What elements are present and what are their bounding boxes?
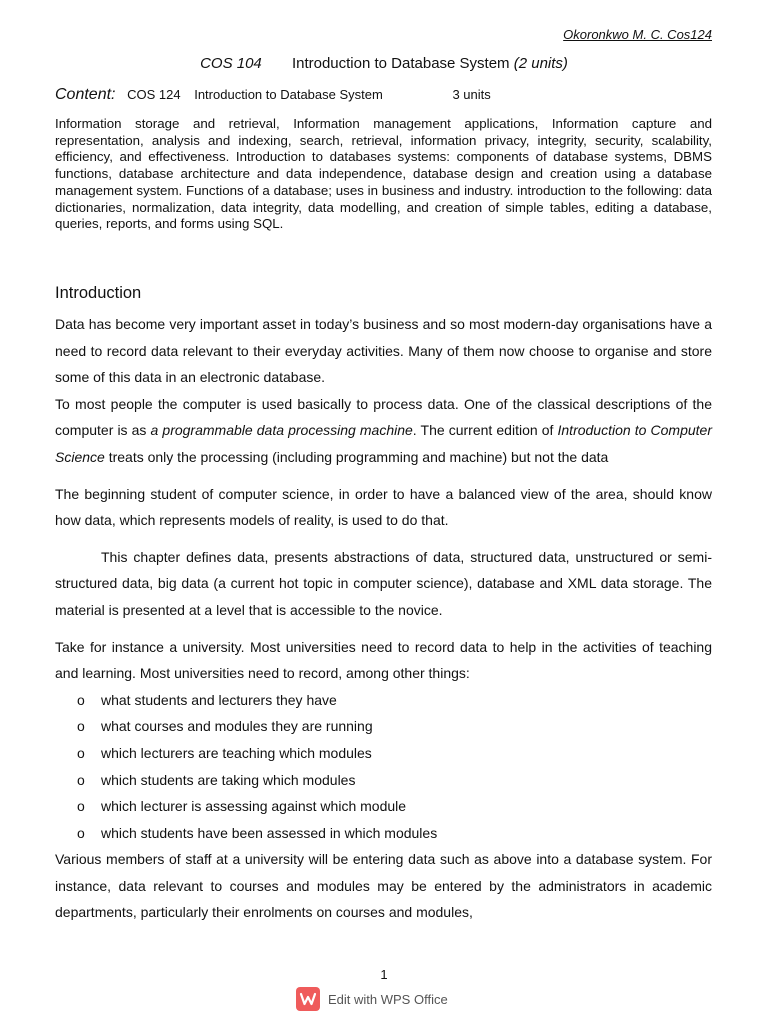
bullet-marker: o — [77, 744, 85, 761]
course-units: (2 units) — [513, 55, 568, 72]
list-item — [77, 713, 712, 740]
list-item-text: which lecturer is assessing against which module — [101, 798, 407, 815]
page-number: 1 — [380, 967, 388, 982]
paragraph-2-emphasis-2: Introduction to Computer Science — [55, 422, 712, 465]
list-item — [77, 793, 712, 820]
list-item — [77, 820, 712, 847]
list-item — [77, 740, 712, 767]
course-abstract: Information storage and retrieval, Information management applications, Information capture and representation, analysis and indexing, search, retrieval, information privacy, integrity, security, scalability, efficiency, and effectiveness. Introduction to databases systems: components of database systems, DBMS functions, database architecture and data independence, database design and creation using a database management system. Functions of a database; uses in business and industry. introduction to the following: data dictionaries, normalization, data integrity, data modelling, and creation of simple tables, editing a database, queries, reports, and forms using SQL. — [55, 116, 712, 232]
list-item-text: which lecturers are teaching which modules — [101, 744, 372, 761]
paragraph-4: This chapter defines data, presents abstractions of data, structured data, unstructured or semi-structured data, big data (a current hot topic in computer science), database and XML data storage. The material is presented at a level that is accessible to the novice. — [55, 548, 712, 618]
list-item — [77, 687, 712, 714]
bullet-list — [55, 687, 712, 847]
list-item-text: what students and lecturers they have — [101, 691, 337, 708]
content-units: 3 units — [452, 87, 491, 102]
paragraph-2-emphasis-1: a programmable data processing machine — [150, 422, 413, 439]
bullet-marker: o — [77, 718, 85, 735]
content-label: Content: — [55, 86, 116, 103]
content-code: COS 124 — [127, 87, 181, 102]
list-item — [77, 767, 712, 794]
paragraph-2 — [55, 391, 712, 471]
paragraph-3: The beginning student of computer science, in order to have a balanced view of the area, should know how data, which represents models of reality, is used to do that. — [55, 485, 712, 529]
wps-logo-icon — [296, 987, 320, 1011]
course-title — [0, 55, 768, 72]
bullet-marker: o — [77, 798, 85, 815]
paragraph-2-text-a: To most people the computer is used basically to process data. One of the classical descriptions of the computer is as — [55, 395, 712, 439]
content-line — [55, 86, 491, 104]
bullet-marker: o — [77, 771, 85, 788]
paragraph-6: Various members of staff at a university will be entering data such as above into a database system. For instance, data relevant to courses and modules may be entered by the administrators in academic departments, particularly their enrolments on courses and modules, — [55, 851, 712, 921]
paragraph-1: Data has become very important asset in today’s business and so most modern-day organisations have a need to record data relevant to their everyday activities. Many of them now choose to organise and store some of this data in an electronic database. — [55, 316, 712, 386]
bullet-marker: o — [77, 691, 85, 708]
content-title: Introduction to Database System — [194, 87, 383, 102]
list-item-text: what courses and modules they are running — [101, 718, 373, 735]
course-name: Introduction to Database System — [291, 55, 510, 72]
course-code: COS 104 — [200, 55, 262, 72]
bullet-marker: o — [77, 824, 85, 841]
wps-edit-label[interactable]: Edit with WPS Office — [328, 991, 448, 1007]
section-heading-introduction: Introduction — [55, 284, 142, 302]
paragraph-5: Take for instance a university. Most universities need to record data to help in the activities of teaching and learning. Most universities need to record, among other things: — [55, 638, 712, 682]
paragraph-2-text-c: treats only the processing (including programming and machine) but not the data — [104, 448, 609, 465]
list-item-text: which students are taking which modules — [101, 771, 356, 788]
header-author: Okoronkwo M. C. Cos124 — [563, 27, 712, 42]
list-item-text: which students have been assessed in which modules — [101, 824, 438, 841]
paragraph-2-text-b: . The current edition of — [412, 422, 558, 439]
wps-edit-link[interactable] — [296, 987, 448, 1011]
introduction-body — [55, 311, 712, 926]
